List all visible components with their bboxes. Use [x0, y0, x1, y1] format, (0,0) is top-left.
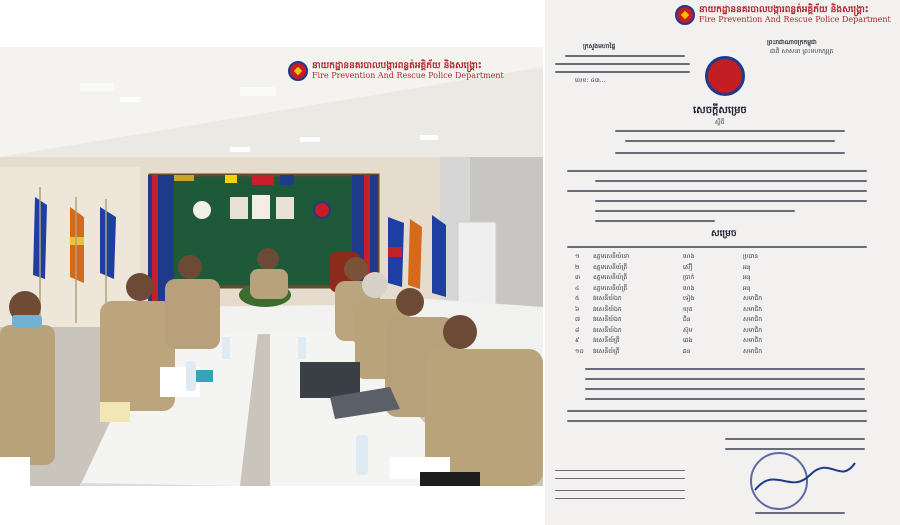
police-seal-icon	[288, 61, 308, 81]
member-role: សមាជិក	[743, 347, 763, 355]
decision-title: សេចក្តីសម្រេច	[693, 105, 747, 116]
member-number: ១០	[575, 347, 584, 355]
member-rank: ឧត្តមសេនីយ៍ត្រី	[593, 263, 628, 271]
member-number: ៤	[575, 284, 580, 292]
member-name: ប្រាក់	[683, 274, 695, 281]
member-number: ៥	[575, 295, 580, 302]
subject-label: ស្តីពី	[715, 119, 725, 126]
member-row	[575, 284, 865, 295]
member-role: សមាជិក	[743, 305, 763, 313]
member-rank: វរសេនីយ៍ឯក	[593, 326, 622, 334]
watermark-khmer: នាយកដ្ឋាននគរបាលបង្ការពន្លត់អគ្គិភ័យ និងសង្គ្រោះ	[312, 61, 482, 72]
watermark-logo-left	[288, 61, 504, 81]
member-row	[575, 347, 865, 358]
signature	[750, 455, 860, 505]
national-motto: ជាតិ សាសនា ព្រះមហាក្សត្រ	[770, 48, 834, 55]
member-number: ៨	[575, 326, 580, 334]
member-rank: វរសេនីយ៍ឯក	[593, 295, 622, 302]
decides-heading: សម្រេច	[711, 229, 737, 239]
member-role: សមាជិក	[743, 316, 763, 323]
member-name: ហេង	[683, 284, 695, 292]
member-number: ៧	[575, 316, 580, 323]
member-row	[575, 263, 865, 274]
meeting-room-illustration	[0, 47, 543, 486]
member-number: ៣	[575, 274, 581, 281]
member-number: ៦	[575, 305, 580, 313]
member-number: ១	[575, 253, 580, 260]
member-name: ជិន	[683, 316, 691, 323]
member-rank: វរសេនីយ៍ឯក	[593, 305, 622, 313]
member-name: ឆេង	[683, 337, 693, 344]
member-role: អនុ	[743, 284, 751, 292]
member-rank: ឧត្តមសេនីយ៍ទោ	[593, 253, 630, 260]
member-role: សមាជិក	[743, 326, 763, 334]
meeting-photo	[0, 47, 543, 486]
kingdom-heading: ព្រះរាជាណាចក្រកម្ពុជា	[767, 39, 817, 46]
member-row	[575, 336, 865, 347]
member-number: ៩	[575, 337, 580, 344]
watermark-english: Fire Prevention And Rescue Police Department	[699, 14, 891, 24]
document-number: លេខ: ៤៣...	[575, 77, 606, 84]
member-role: អនុ	[743, 263, 751, 271]
watermark-english: Fire Prevention And Rescue Police Department	[312, 70, 504, 80]
member-name: ឆន	[683, 347, 691, 355]
member-row	[575, 326, 865, 337]
member-rank: វរសេនីយ៍ត្រី	[593, 337, 620, 344]
member-role: សមាជិក	[743, 295, 763, 302]
member-row	[575, 305, 865, 316]
member-row	[575, 315, 865, 326]
member-name: ស៊ឿ	[683, 263, 693, 271]
member-rank: ឧត្តមសេនីយ៍ត្រី	[593, 284, 628, 292]
police-seal-icon	[675, 5, 695, 25]
member-rank: វរសេនីយ៍ឯក	[593, 316, 622, 323]
member-rank: វរសេនីយ៍ត្រី	[593, 347, 620, 355]
ministry-name: ក្រសួងមហាផ្ទៃ	[583, 43, 616, 50]
watermark-khmer: នាយកដ្ឋាននគរបាលបង្ការពន្លត់អគ្គិភ័យ និងសង្គ្រោះ	[699, 5, 869, 16]
member-name: ស៊ុម	[683, 326, 693, 334]
watermark-logo-right	[675, 5, 891, 25]
member-row	[575, 252, 865, 263]
member-role: ប្រធាន	[743, 253, 759, 260]
member-list	[575, 252, 865, 357]
member-name: ទៀង	[683, 295, 695, 302]
member-number: ២	[575, 263, 580, 271]
member-name: ឃុត	[683, 305, 693, 313]
member-row	[575, 273, 865, 284]
member-role: សមាជិក	[743, 337, 763, 344]
member-rank: ឧត្តមសេនីយ៍ត្រី	[593, 274, 628, 281]
member-role: អនុ	[743, 274, 751, 281]
member-row	[575, 294, 865, 305]
ministry-emblem-icon	[705, 56, 745, 96]
decision-document	[545, 0, 900, 525]
member-name: ហេង	[683, 253, 695, 260]
